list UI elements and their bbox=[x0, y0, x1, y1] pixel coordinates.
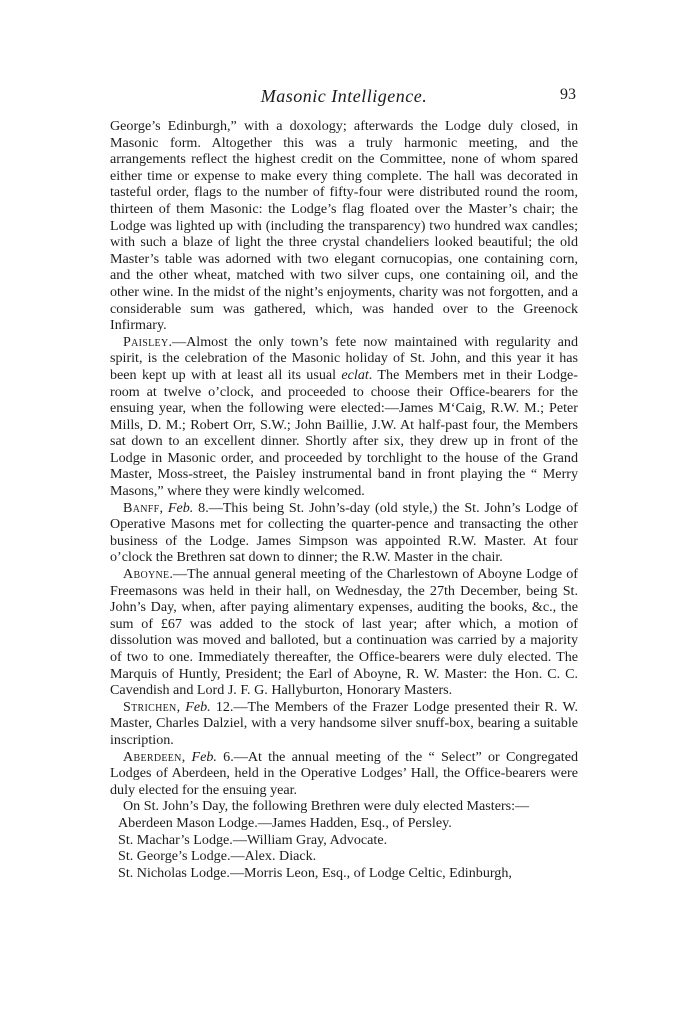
running-title: Masonic Intelligence. bbox=[260, 86, 428, 106]
paragraph-paisley bbox=[110, 334, 578, 500]
place-name-strichen: Strichen bbox=[123, 698, 177, 715]
place-name-paisley: Paisley bbox=[123, 333, 169, 350]
page-number: 93 bbox=[560, 86, 576, 103]
list-item: Aberdeen Mason Lodge.—James Hadden, Esq., of Persley. bbox=[118, 814, 452, 831]
paragraph-aboyne bbox=[110, 566, 578, 699]
list-item: St. Nicholas Lodge.—Morris Leon, Esq., of Lodge Celtic, Edinburgh, bbox=[118, 864, 512, 881]
list-item: St. George’s Lodge.—Alex. Diack. bbox=[118, 848, 317, 865]
aboyne-text: .—The annual general meeting of the Charlestown of Aboyne Lodge of Freemasons was held in their hall, on Wednesday, the 27th December, being St. John’s Day, when, after paying alimentary expenses, auditing the books, &c., the sum of £67 was added to the stock of last year; after which, a motion of dissolution was moved and balloted, but a continuation was carried by a majority of two to one. Immediately thereafter, the Office-bearers were duly elected. The Marquis of Huntly, President; the Earl of Aboyne, R. W. Master: the Hon. C. C. Cavendish and Lord J. F. G. Hallyburton, Honorary Masters. bbox=[110, 566, 578, 699]
place-name-aboyne: Aboyne bbox=[123, 566, 170, 583]
running-header bbox=[110, 86, 578, 110]
strichen-text: 12.—The Members of the Frazer Lodge presented their R. W. Master, Charles Dalziel, with a very handsome silver snuff-box, bearing a suitable inscription. bbox=[110, 698, 578, 748]
date-aberdeen: Feb. bbox=[191, 748, 217, 765]
paragraph-greenock-continued: George’s Edinburgh,” with a doxology; afterwards the Lodge duly closed, in Masonic form. Altogether this was a truly harmonic meeting, and the arrangements reflect the highest credit on the Committee, none of whom spared either time or expense to make every thing complete. The hall was decorated in tasteful order, flags to the number of fifty-four were distributed round the room, thirteen of them Masonic: the Lodge’s flag floated over the Master’s chair; the Lodge was lighted up with (including the transparency) two hundred wax candles; with such a blaze of light the three crystal chandeliers looked beautiful; the old Master’s table was adorned with two elegant cornucopias, one containing corn, and the other wheat, matched with two silver cups, one containing oil, and the other wine. In the midst of the night’s enjoyments, charity was not forgotten, and a considerable sum was gathered, which, was handed over to the Greenock Infirmary. bbox=[110, 118, 578, 334]
eclat-word: eclat bbox=[341, 366, 369, 383]
paragraph-aberdeen: Aberdeen, Feb. 6.—At the annual meeting of the “ Select” or Congregated Lodges of Aberdeen, held in the Operative Lodges’ Hall, the Office-bearers were duly elected for the ensuing year. bbox=[110, 748, 578, 798]
banff-text: 8.—This being St. John’s-day (old style,) the St. John’s Lodge of Operative Masons met for collecting the quarter-pence and transacting the other business of the Lodge. James Simpson was appointed R.W. Master. At four o’clock the Brethren sat down to dinner; the R.W. Master in the chair. bbox=[110, 499, 578, 566]
article-body bbox=[110, 118, 578, 881]
paisley-text-1: .—Almost the only town’s fete now maintained with regularity and spirit, is the celebration of the Masonic holiday of St. John, and this year it has been kept up with at least all its usual bbox=[110, 333, 578, 383]
date-banff: Feb. bbox=[167, 499, 194, 516]
paisley-text-2: . The Members met in their Lodge-room at twelve o’clock, and proceeded to choose their Office-bearers for the ensuing year, when the following were elected:—James M‘Caig, R.W. M.; Peter Mills, D. M.; Robert Orr, S.W.; John Baillie, J.W. At half-past four, the Members sat down to an excellent dinner. Shortly after six, they drew up in front of the Lodge in Masonic order, and proceeded by torchlight to the house of the Grand Master, Moss-street, the Paisley instrumental band in front playing the “ Merry Masons,” where they were kindly welcomed. bbox=[110, 366, 578, 500]
paragraph-banff: Banff, Feb. 8.—This being St. John’s-day (old style,) the St. John’s Lodge of Operative Masons met for collecting the quarter-pence and transacting the other business of the Lodge. James Simpson was appointed R.W. Master. At four o’clock the Brethren sat down to dinner; the R.W. Master in the chair. bbox=[110, 499, 578, 566]
paragraph-strichen: Strichen, Feb. 12.—The Members of the Frazer Lodge presented their R. W. Master, Charles Dalziel, with a very handsome silver snuff-box, bearing a suitable inscription. bbox=[110, 698, 578, 748]
paragraph-masters-intro: On St. John’s Day, the following Brethren were duly elected Masters:— bbox=[123, 798, 530, 815]
masters-list bbox=[110, 815, 578, 881]
place-name-banff: Banff bbox=[123, 499, 160, 516]
list-item: St. Machar’s Lodge.—William Gray, Advocate. bbox=[118, 831, 388, 848]
aberdeen-text: 6.—At the annual meeting of the “ Select” or Congregated Lodges of Aberdeen, held in the Operative Lodges’ Hall, the Office-bearers were duly elected for the ensuing year. bbox=[110, 748, 578, 798]
place-name-aberdeen: Aberdeen bbox=[123, 748, 182, 765]
date-strichen: Feb. bbox=[185, 698, 211, 715]
